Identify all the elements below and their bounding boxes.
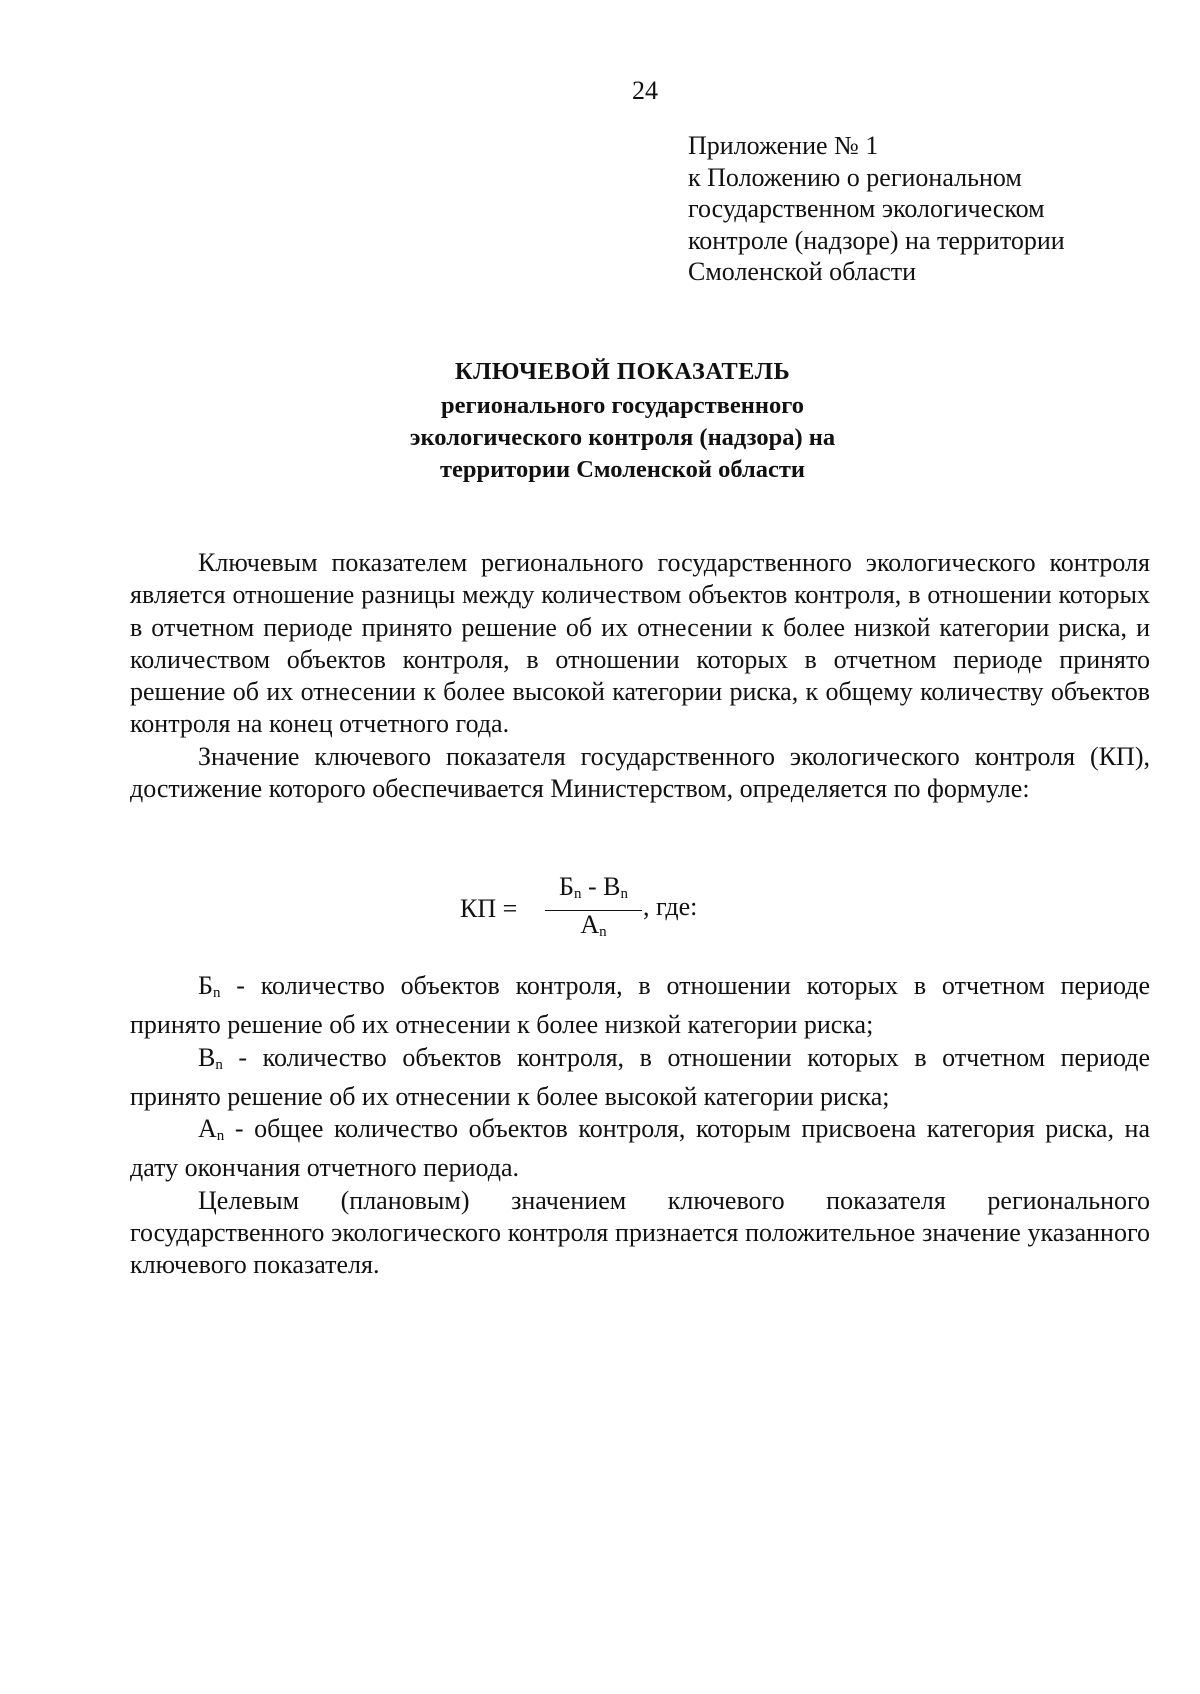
definition-symbol: В [198, 1042, 216, 1072]
appendix-line: Приложение № 1 [688, 131, 879, 160]
definitions [130, 970, 1150, 1282]
paragraph-definition: Ключевым показателем регионального государственного экологического контроля является отношение разницы между количеством объектов контроля, в отношении которых в отчетном периоде принято решение об их отнесении к более низкой категории риска, и количеством объектов контроля, в отношении которых в отчетном периоде принято решение об их отнесении к более высокой категории риска, к общему количеству объектов контроля на конец отчетного года. [130, 548, 1150, 739]
definition-item [130, 1042, 1150, 1114]
definition-subscript: n [216, 1128, 225, 1145]
definition-text: - количество объектов контроля, в отношении которых в отчетном периоде принято решение об их отнесении к более низкой категории риска; [130, 971, 1150, 1040]
formula-symbol-b: Б [559, 872, 574, 901]
appendix-line: контроле (надзоре) на территории [688, 225, 1065, 255]
definition-text: - общее количество объектов контроля, которым присвоена категория риска, на дату окончания отчетного периода. [130, 1114, 1150, 1183]
page-number: 24 [632, 76, 658, 105]
definition-subscript: n [215, 1056, 223, 1073]
appendix-line: Смоленской области [688, 257, 917, 286]
formula-minus: - [581, 872, 604, 901]
document-title [0, 356, 1200, 486]
formula-subscript: n [599, 924, 607, 940]
title-subline: территории Смоленской области [439, 456, 805, 483]
definition-item [130, 970, 1150, 1042]
formula-subscript: n [620, 886, 628, 902]
formula-denominator [545, 911, 642, 946]
title-main: КЛЮЧЕВОЙ ПОКАЗАТЕЛЬ [454, 358, 791, 385]
appendix-header [688, 130, 1065, 288]
definition-text: - количество объектов контроля, в отношении которых в отчетном периоде принято решение об их отнесении к более высокой категории риска; [130, 1042, 1150, 1111]
definition-symbol: А [198, 1114, 217, 1144]
formula-symbol-v: В [603, 872, 621, 901]
definition-subscript: n [212, 985, 221, 1001]
title-subline: регионального государственного [440, 392, 805, 419]
definition-item [130, 1113, 1150, 1185]
formula-numerator [545, 872, 642, 909]
formula-symbol-a: А [580, 910, 600, 939]
formula-fraction [545, 872, 642, 946]
formula-tail: , где: [643, 892, 698, 921]
formula-lhs: КП = [460, 894, 518, 923]
title-subline: экологического контроля (надзора) на [409, 424, 836, 451]
paragraph-formula-intro: Значение ключевого показателя государственного экологического контроля (КП), достижение которого обеспечивается Министерством, определяется по формуле: [130, 741, 1150, 804]
body-text [130, 547, 1150, 805]
formula-subscript: n [573, 886, 582, 902]
appendix-line: государственном экологическом [688, 194, 1045, 223]
paragraph-target-value: Целевым (плановым) значением ключевого показателя регионального государственного экологического контроля признается положительное значение указанного ключевого показателя. [130, 1185, 1150, 1280]
definition-symbol: Б [198, 971, 213, 1000]
appendix-line: к Положению о региональном [688, 162, 1022, 192]
